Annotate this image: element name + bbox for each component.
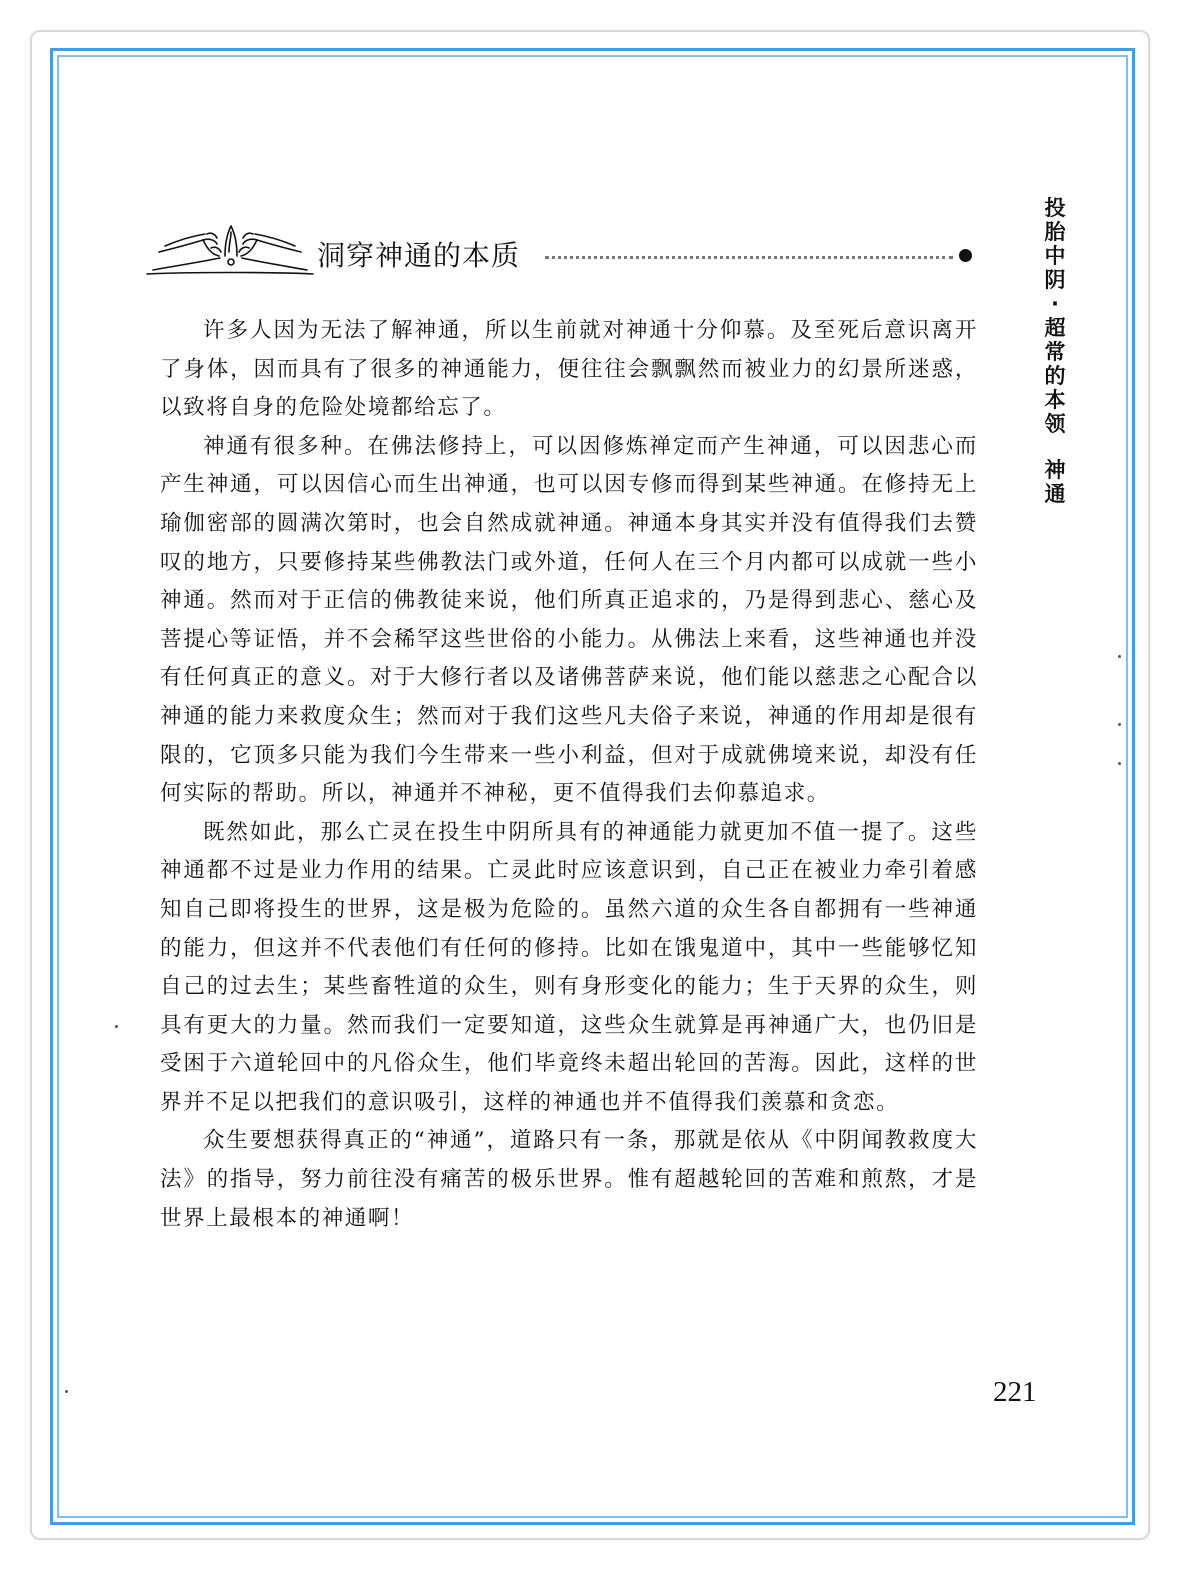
mudra-hands-icon <box>145 222 315 278</box>
page-number: 221 <box>993 1376 1037 1408</box>
bullet-dot-icon <box>959 249 972 262</box>
scan-speck <box>1118 723 1121 726</box>
dot-leader <box>545 256 953 259</box>
running-head-section: 超常的本领 <box>1044 316 1066 436</box>
running-head-chapter: 投胎中阴 <box>1044 196 1066 292</box>
scan-speck <box>1118 655 1121 658</box>
section-heading <box>145 222 980 282</box>
scan-speck <box>1118 762 1121 765</box>
running-head-separator: · <box>1051 292 1059 316</box>
paragraph: 许多人因为无法了解神通，所以生前就对神通十分仰慕。及至死后意识离开了身体，因而具有了很多的神通能力，便往往会飘飘然而被业力的幻景所迷惑，以致将自身的危险处境都给忘了。 <box>160 318 978 421</box>
body-text <box>160 312 978 1238</box>
paragraph: 众生要想获得真正的“神通”，道路只有一条，那就是依从《中阴闻教救度大法》的指导，努力前往没有痛苦的极乐世界。惟有超越轮回的苦难和煎熬，才是世界上最根本的神通啊！ <box>160 1128 978 1231</box>
paragraph: 既然如此，那么亡灵在投生中阴所具有的神通能力就更加不值一提了。这些神通都不过是业力作用的结果。亡灵此时应该意识到，自己正在被业力牵引着感知自己即将投生的世界，这是极为危险的。虽然六道的众生各自都拥有一些神通的能力，但这并不代表他们有任何的修持。比如在饿鬼道中，其中一些能够忆知自己的过去生；某些畜牲道的众生，则有身形变化的能力；生于天界的众生，则具有更大的力量。然而我们一定要知道，这些众生就算是再神通广大，也仍旧是受困于六道轮回中的凡俗众生，他们毕竟终未超出轮回的苦海。因此，这样的世界并不足以把我们的意识吸引，这样的神通也并不值得我们羡慕和贪恋。 <box>160 819 978 1115</box>
running-head-vertical <box>1040 196 1070 506</box>
section-title: 洞穿神通的本质 <box>317 239 521 272</box>
running-head-topic: 神通 <box>1044 458 1066 506</box>
scan-speck <box>115 1025 118 1028</box>
paragraph: 神通有很多种。在佛法修持上，可以因修炼禅定而产生神通，可以因悲心而产生神通，可以因信心而生出神通，也可以因专修而得到某些神通。在修持无上瑜伽密部的圆满次第时，也会自然成就神通。神通本身其实并没有值得我们去赞叹的地方，只要修持某些佛教法门或外道，任何人在三个月内都可以成就一些小神通。然而对于正信的佛教徒来说，他们所真正追求的，乃是得到悲心、慈心及菩提心等证悟，并不会稀罕这些世俗的小能力。从佛法上来看，这些神通也并没有任何真正的意义。对于大修行者以及诸佛菩萨来说，他们能以慈悲之心配合以神通的能力来救度众生；然而对于我们这些凡夫俗子来说，神通的作用却是很有限的，它顶多只能为我们今生带来一些小利益，但对于成就佛境来说，却没有任何实际的帮助。所以，神通并不神秘，更不值得我们去仰慕追求。 <box>160 433 978 807</box>
scan-speck <box>65 1390 68 1393</box>
